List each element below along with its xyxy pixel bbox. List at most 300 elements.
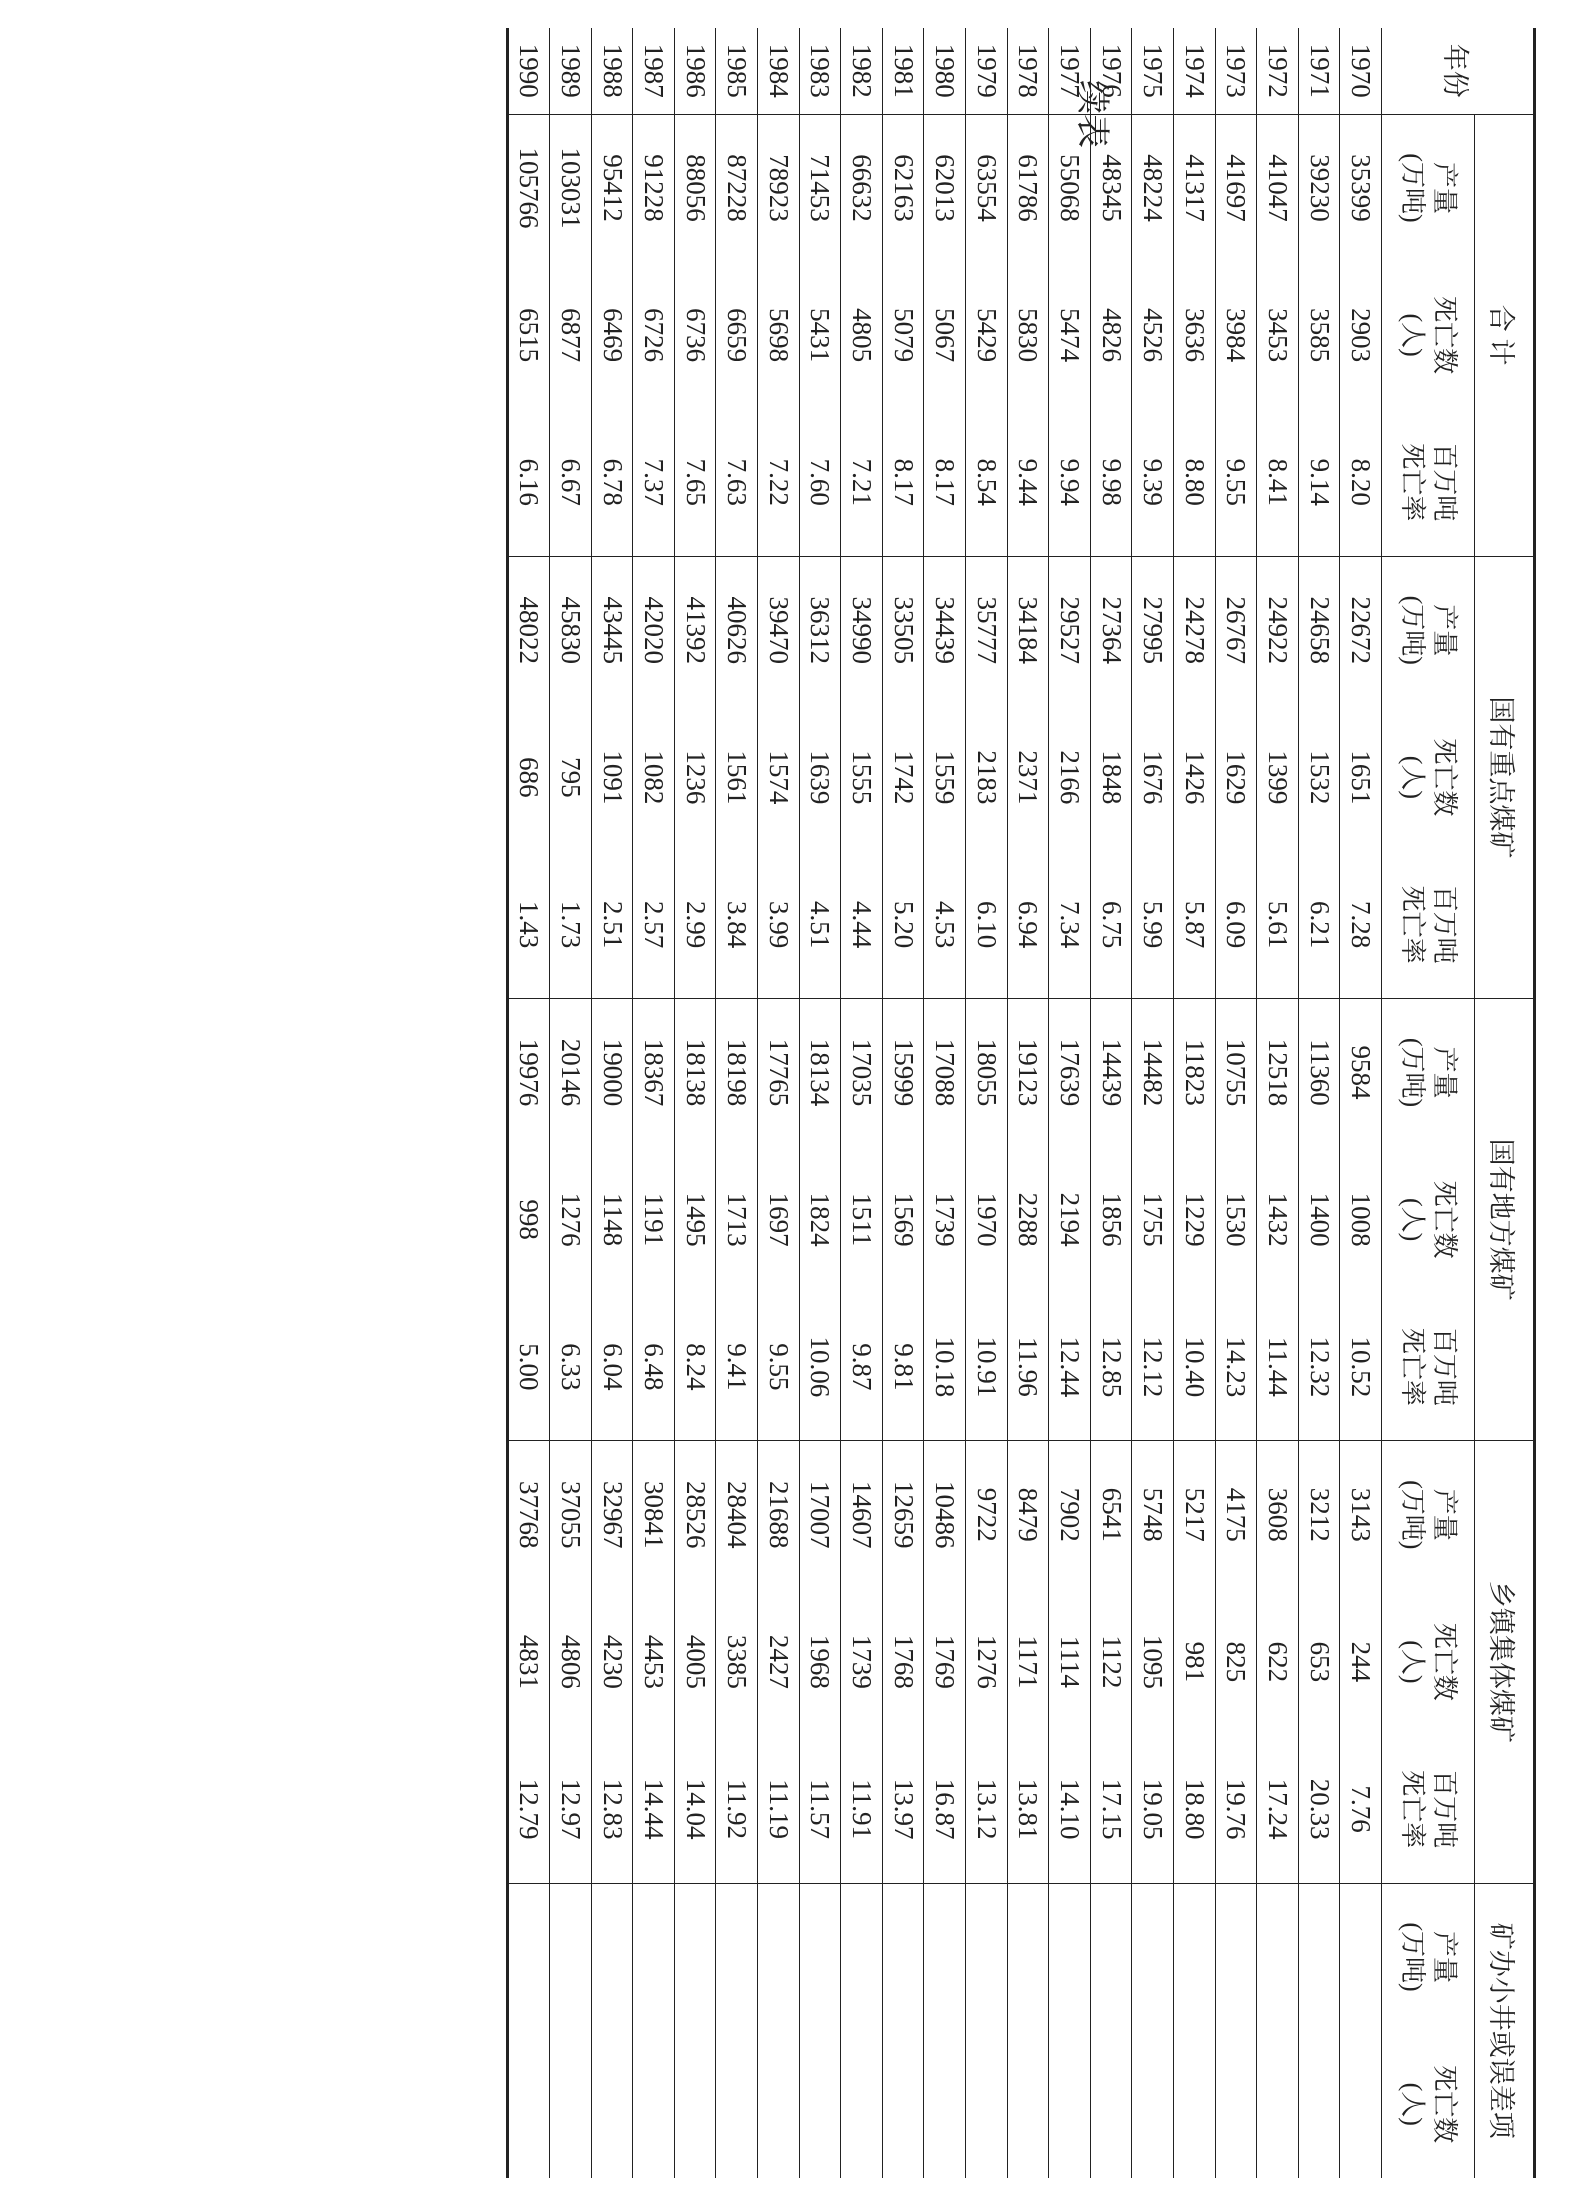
- data-cell: 6.09: [1215, 851, 1257, 998]
- data-cell: 1191: [633, 1146, 675, 1293]
- data-cell: 5474: [1049, 261, 1091, 408]
- data-cell: 1122: [1090, 1588, 1132, 1735]
- year-cell: 1985: [716, 28, 758, 114]
- group-header-state-key: 国有重点煤矿: [1475, 556, 1535, 998]
- data-cell: [1132, 1883, 1174, 2030]
- data-cell: [1340, 1883, 1382, 2030]
- data-cell: 5698: [758, 261, 800, 408]
- subheader-output: [1382, 114, 1475, 261]
- data-cell: 10.40: [1174, 1293, 1216, 1440]
- data-cell: 7.76: [1340, 1736, 1382, 1883]
- data-cell: 16.87: [924, 1736, 966, 1883]
- data-cell: 1968: [799, 1588, 841, 1735]
- subheader-line: (万吨): [1398, 595, 1427, 665]
- data-cell: [674, 2030, 716, 2178]
- data-cell: [507, 2030, 550, 2178]
- data-cell: 1768: [882, 1588, 924, 1735]
- data-cell: 5830: [1007, 261, 1049, 408]
- data-cell: 63554: [966, 114, 1008, 261]
- data-cell: 1569: [882, 1146, 924, 1293]
- data-cell: 7.60: [799, 409, 841, 556]
- data-cell: [1007, 1883, 1049, 2030]
- year-cell: 1972: [1257, 28, 1299, 114]
- data-cell: 4806: [550, 1588, 592, 1735]
- data-cell: 4453: [633, 1588, 675, 1735]
- data-cell: 7902: [1049, 1441, 1091, 1588]
- table-row: [550, 28, 592, 2178]
- data-cell: [924, 1883, 966, 2030]
- table-row: [1174, 28, 1216, 2178]
- data-cell: [841, 1883, 883, 2030]
- year-cell: 1983: [799, 28, 841, 114]
- data-cell: [1132, 2030, 1174, 2178]
- data-cell: 10.91: [966, 1293, 1008, 1440]
- data-cell: [1298, 2030, 1340, 2178]
- data-cell: 4831: [507, 1588, 550, 1735]
- data-cell: 1495: [674, 1146, 716, 1293]
- data-cell: 36312: [799, 556, 841, 703]
- data-cell: 622: [1257, 1588, 1299, 1735]
- table-row: [716, 28, 758, 2178]
- data-cell: 9.55: [758, 1293, 800, 1440]
- data-cell: 19976: [507, 999, 550, 1146]
- data-cell: 62163: [882, 114, 924, 261]
- data-cell: [758, 2030, 800, 2178]
- data-cell: 4.44: [841, 851, 883, 998]
- data-cell: 8.41: [1257, 409, 1299, 556]
- data-cell: 41047: [1257, 114, 1299, 261]
- subheader-line: 产量: [1429, 1046, 1459, 1099]
- data-cell: 6726: [633, 261, 675, 408]
- data-cell: 14482: [1132, 999, 1174, 1146]
- group-header-township: 乡镇集体煤矿: [1475, 1441, 1535, 1883]
- data-cell: 4175: [1215, 1441, 1257, 1588]
- data-cell: 7.28: [1340, 851, 1382, 998]
- subheader-line: 死亡数: [1429, 2065, 1459, 2144]
- group-header-total: 合 计: [1475, 114, 1535, 556]
- table-row: [1215, 28, 1257, 2178]
- data-cell: [550, 1883, 592, 2030]
- subheader-line: (万吨): [1398, 1922, 1427, 1992]
- data-cell: 12.12: [1132, 1293, 1174, 1440]
- data-cell: [1049, 1883, 1091, 2030]
- data-cell: 18.80: [1174, 1736, 1216, 1883]
- data-cell: 95412: [591, 114, 633, 261]
- data-cell: 6877: [550, 261, 592, 408]
- data-cell: 2166: [1049, 704, 1091, 851]
- data-cell: 1276: [966, 1588, 1008, 1735]
- data-cell: 1114: [1049, 1588, 1091, 1735]
- data-cell: 33505: [882, 556, 924, 703]
- data-cell: 1856: [1090, 1146, 1132, 1293]
- year-cell: 1988: [591, 28, 633, 114]
- data-cell: 26767: [1215, 556, 1257, 703]
- data-cell: 2.51: [591, 851, 633, 998]
- data-cell: 4.51: [799, 851, 841, 998]
- data-cell: 7.22: [758, 409, 800, 556]
- year-cell: 1971: [1298, 28, 1340, 114]
- data-cell: 41697: [1215, 114, 1257, 261]
- data-cell: 14.23: [1215, 1293, 1257, 1440]
- data-cell: 20146: [550, 999, 592, 1146]
- data-cell: 5.20: [882, 851, 924, 998]
- data-cell: 1559: [924, 704, 966, 851]
- data-cell: [799, 2030, 841, 2178]
- data-cell: [1007, 2030, 1049, 2178]
- data-cell: 9722: [966, 1441, 1008, 1588]
- group-header-small-mines: 矿办小井或误差项: [1475, 1883, 1535, 2178]
- table-row: [1132, 28, 1174, 2178]
- table-body: [507, 28, 1381, 2178]
- data-cell: 5748: [1132, 1441, 1174, 1588]
- data-cell: 14.10: [1049, 1736, 1091, 1883]
- table-row: [841, 28, 883, 2178]
- data-cell: 12.83: [591, 1736, 633, 1883]
- data-cell: [1215, 2030, 1257, 2178]
- data-cell: 8.54: [966, 409, 1008, 556]
- data-cell: 1229: [1174, 1146, 1216, 1293]
- data-cell: 17007: [799, 1441, 841, 1588]
- subheader-output: [1382, 1441, 1475, 1588]
- subheader-line: 死亡率: [1398, 1327, 1427, 1406]
- subheader-line: 死亡数: [1429, 738, 1459, 817]
- data-cell: 28526: [674, 1441, 716, 1588]
- data-cell: 1530: [1215, 1146, 1257, 1293]
- year-cell: 1980: [924, 28, 966, 114]
- coal-mine-statistics-table: [506, 28, 1536, 2178]
- data-cell: 1555: [841, 704, 883, 851]
- data-cell: 6541: [1090, 1441, 1132, 1588]
- data-cell: 14.04: [674, 1736, 716, 1883]
- data-cell: 1739: [841, 1588, 883, 1735]
- subheader-deaths: [1382, 704, 1475, 851]
- data-cell: 2903: [1340, 261, 1382, 408]
- data-cell: [1215, 1883, 1257, 2030]
- table-row: [507, 28, 550, 2178]
- data-cell: 1400: [1298, 1146, 1340, 1293]
- data-cell: 653: [1298, 1588, 1340, 1735]
- data-cell: 3385: [716, 1588, 758, 1735]
- subheader-rate: [1382, 1736, 1475, 1883]
- table-row: [1340, 28, 1382, 2178]
- data-cell: 7.37: [633, 409, 675, 556]
- data-cell: 3585: [1298, 261, 1340, 408]
- data-cell: 17765: [758, 999, 800, 1146]
- data-cell: 12659: [882, 1441, 924, 1588]
- subheader-line: (人): [1398, 2082, 1427, 2126]
- data-cell: 6.10: [966, 851, 1008, 998]
- data-cell: 3636: [1174, 261, 1216, 408]
- data-cell: 2.57: [633, 851, 675, 998]
- data-cell: 105766: [507, 114, 550, 261]
- data-cell: 8.80: [1174, 409, 1216, 556]
- subheader-line: 百万吨: [1429, 1770, 1459, 1849]
- data-cell: 1574: [758, 704, 800, 851]
- data-cell: 17.24: [1257, 1736, 1299, 1883]
- data-cell: 9.81: [882, 1293, 924, 1440]
- data-cell: 1511: [841, 1146, 883, 1293]
- data-cell: 2183: [966, 704, 1008, 851]
- subheader-deaths: [1382, 2030, 1475, 2178]
- data-cell: [1257, 1883, 1299, 2030]
- data-cell: [507, 1883, 550, 2030]
- data-cell: 5079: [882, 261, 924, 408]
- data-cell: 35777: [966, 556, 1008, 703]
- data-cell: 2194: [1049, 1146, 1091, 1293]
- data-cell: 4826: [1090, 261, 1132, 408]
- data-cell: 1236: [674, 704, 716, 851]
- data-cell: 5217: [1174, 1441, 1216, 1588]
- year-cell: 1970: [1340, 28, 1382, 114]
- subheader-line: (万吨): [1398, 1480, 1427, 1550]
- data-cell: 5429: [966, 261, 1008, 408]
- subheader-rate: [1382, 851, 1475, 998]
- subheader-line: 百万吨: [1429, 443, 1459, 522]
- year-cell: 1981: [882, 28, 924, 114]
- data-cell: [1298, 1883, 1340, 2030]
- data-cell: 78923: [758, 114, 800, 261]
- data-cell: 88056: [674, 114, 716, 261]
- data-cell: 6.75: [1090, 851, 1132, 998]
- data-cell: 8479: [1007, 1441, 1049, 1588]
- data-cell: 7.63: [716, 409, 758, 556]
- group-header-state-local: 国有地方煤矿: [1475, 999, 1535, 1441]
- data-cell: 8.17: [882, 409, 924, 556]
- subheader-deaths: [1382, 1588, 1475, 1735]
- data-cell: 24278: [1174, 556, 1216, 703]
- data-cell: 19000: [591, 999, 633, 1146]
- table-row: [882, 28, 924, 2178]
- data-cell: 9.98: [1090, 409, 1132, 556]
- year-cell: 1978: [1007, 28, 1049, 114]
- data-cell: 9.41: [716, 1293, 758, 1440]
- data-cell: 7.65: [674, 409, 716, 556]
- data-cell: [1090, 2030, 1132, 2178]
- data-cell: 3.84: [716, 851, 758, 998]
- continued-label: 续表: [1073, 80, 1110, 148]
- data-cell: 9584: [1340, 999, 1382, 1146]
- table-row: [674, 28, 716, 2178]
- data-cell: 12.97: [550, 1736, 592, 1883]
- data-cell: 3984: [1215, 261, 1257, 408]
- data-cell: 2427: [758, 1588, 800, 1735]
- data-cell: 10.06: [799, 1293, 841, 1440]
- data-cell: 19123: [1007, 999, 1049, 1146]
- data-cell: 17639: [1049, 999, 1091, 1146]
- data-cell: 17035: [841, 999, 883, 1146]
- data-cell: 13.12: [966, 1736, 1008, 1883]
- data-cell: 6469: [591, 261, 633, 408]
- data-cell: 21688: [758, 1441, 800, 1588]
- data-cell: [1174, 2030, 1216, 2178]
- table-row: [591, 28, 633, 2178]
- data-cell: 14.44: [633, 1736, 675, 1883]
- data-cell: 41317: [1174, 114, 1216, 261]
- data-cell: 825: [1215, 1588, 1257, 1735]
- data-cell: [633, 1883, 675, 2030]
- data-cell: 5067: [924, 261, 966, 408]
- data-cell: 1970: [966, 1146, 1008, 1293]
- data-cell: 9.39: [1132, 409, 1174, 556]
- data-cell: 686: [507, 704, 550, 851]
- data-cell: 1739: [924, 1146, 966, 1293]
- data-cell: 40626: [716, 556, 758, 703]
- data-cell: 15999: [882, 999, 924, 1146]
- data-cell: 2288: [1007, 1146, 1049, 1293]
- data-cell: 48224: [1132, 114, 1174, 261]
- data-cell: 9.44: [1007, 409, 1049, 556]
- table-row: [633, 28, 675, 2178]
- data-cell: 1082: [633, 704, 675, 851]
- year-cell: 1987: [633, 28, 675, 114]
- data-cell: 18138: [674, 999, 716, 1146]
- data-cell: 1561: [716, 704, 758, 851]
- data-cell: 795: [550, 704, 592, 851]
- data-cell: 12.32: [1298, 1293, 1340, 1440]
- data-cell: 1148: [591, 1146, 633, 1293]
- subheader-deaths: [1382, 261, 1475, 408]
- subheader-output: [1382, 1883, 1475, 2030]
- data-cell: 1532: [1298, 704, 1340, 851]
- subheader-line: (人): [1398, 1640, 1427, 1684]
- data-cell: 6.21: [1298, 851, 1340, 998]
- data-cell: 6659: [716, 261, 758, 408]
- table-row: [758, 28, 800, 2178]
- data-cell: 19.05: [1132, 1736, 1174, 1883]
- table-row: [1007, 28, 1049, 2178]
- data-cell: 6515: [507, 261, 550, 408]
- year-cell: 1984: [758, 28, 800, 114]
- data-cell: 1008: [1340, 1146, 1382, 1293]
- data-cell: 1.43: [507, 851, 550, 998]
- data-cell: [882, 1883, 924, 2030]
- data-cell: 18198: [716, 999, 758, 1146]
- year-cell: 1977: [1049, 28, 1091, 114]
- data-cell: [591, 2030, 633, 2178]
- data-cell: 24922: [1257, 556, 1299, 703]
- data-cell: [966, 2030, 1008, 2178]
- data-cell: 12.44: [1049, 1293, 1091, 1440]
- data-cell: 6736: [674, 261, 716, 408]
- data-cell: 22672: [1340, 556, 1382, 703]
- table-row: [1090, 28, 1132, 2178]
- data-cell: 11.19: [758, 1736, 800, 1883]
- data-cell: 48022: [507, 556, 550, 703]
- data-cell: 1091: [591, 704, 633, 851]
- data-cell: 8.20: [1340, 409, 1382, 556]
- table-row: [966, 28, 1008, 2178]
- data-cell: 2.99: [674, 851, 716, 998]
- data-cell: 6.94: [1007, 851, 1049, 998]
- subheader-rate: [1382, 1293, 1475, 1440]
- data-cell: 11.91: [841, 1736, 883, 1883]
- data-cell: [758, 1883, 800, 2030]
- data-cell: 11.57: [799, 1736, 841, 1883]
- header-row-groups: [1475, 28, 1535, 2178]
- data-cell: 18367: [633, 999, 675, 1146]
- year-cell: 1979: [966, 28, 1008, 114]
- data-cell: 1426: [1174, 704, 1216, 851]
- data-cell: 9.55: [1215, 409, 1257, 556]
- data-cell: 9.14: [1298, 409, 1340, 556]
- data-cell: 103031: [550, 114, 592, 261]
- data-cell: 1629: [1215, 704, 1257, 851]
- data-cell: 1399: [1257, 704, 1299, 851]
- subheader-line: (人): [1398, 1198, 1427, 1242]
- data-cell: 28404: [716, 1441, 758, 1588]
- data-cell: 3.99: [758, 851, 800, 998]
- data-cell: 43445: [591, 556, 633, 703]
- data-cell: [674, 1883, 716, 2030]
- data-cell: 19.76: [1215, 1736, 1257, 1883]
- header-row-subcolumns: [1382, 28, 1475, 2178]
- subheader-line: 百万吨: [1429, 1327, 1459, 1406]
- year-cell: 1990: [507, 28, 550, 114]
- data-cell: 17088: [924, 999, 966, 1146]
- data-cell: 48345: [1090, 114, 1132, 261]
- data-cell: [591, 1883, 633, 2030]
- data-cell: 4.53: [924, 851, 966, 998]
- data-cell: 4526: [1132, 261, 1174, 408]
- data-cell: [1257, 2030, 1299, 2178]
- subheader-line: 百万吨: [1429, 885, 1459, 964]
- table-row: [799, 28, 841, 2178]
- data-cell: [841, 2030, 883, 2178]
- data-cell: 37768: [507, 1441, 550, 1588]
- data-cell: 1676: [1132, 704, 1174, 851]
- data-cell: 1.73: [550, 851, 592, 998]
- data-cell: 17.15: [1090, 1736, 1132, 1883]
- data-cell: [799, 1883, 841, 2030]
- data-cell: 71453: [799, 114, 841, 261]
- data-cell: 10486: [924, 1441, 966, 1588]
- data-cell: 18055: [966, 999, 1008, 1146]
- data-cell: 11823: [1174, 999, 1216, 1146]
- subheader-line: 死亡数: [1429, 1180, 1459, 1259]
- data-cell: 6.33: [550, 1293, 592, 1440]
- data-cell: 11360: [1298, 999, 1340, 1146]
- data-cell: 10755: [1215, 999, 1257, 1146]
- year-cell: 1976: [1090, 28, 1132, 114]
- data-cell: 6.48: [633, 1293, 675, 1440]
- subheader-line: 死亡率: [1398, 443, 1427, 522]
- data-cell: 3212: [1298, 1441, 1340, 1588]
- subheader-line: (万吨): [1398, 153, 1427, 223]
- data-cell: 6.78: [591, 409, 633, 556]
- data-cell: [1174, 1883, 1216, 2030]
- table-rotation-wrapper: [136, 28, 1536, 2178]
- data-cell: 4005: [674, 1588, 716, 1735]
- data-cell: 1769: [924, 1588, 966, 1735]
- data-cell: 14607: [841, 1441, 883, 1588]
- data-cell: 5.61: [1257, 851, 1299, 998]
- data-cell: 4230: [591, 1588, 633, 1735]
- data-cell: [1340, 2030, 1382, 2178]
- data-cell: 35399: [1340, 114, 1382, 261]
- data-cell: 9.94: [1049, 409, 1091, 556]
- data-cell: 20.33: [1298, 1736, 1340, 1883]
- data-cell: 1651: [1340, 704, 1382, 851]
- year-header: 年份: [1382, 28, 1535, 114]
- subheader-output: [1382, 999, 1475, 1146]
- data-cell: 1848: [1090, 704, 1132, 851]
- data-cell: 1432: [1257, 1146, 1299, 1293]
- data-cell: [924, 2030, 966, 2178]
- data-cell: 91228: [633, 114, 675, 261]
- data-cell: 11.96: [1007, 1293, 1049, 1440]
- subheader-line: 死亡率: [1398, 885, 1427, 964]
- data-cell: 30841: [633, 1441, 675, 1588]
